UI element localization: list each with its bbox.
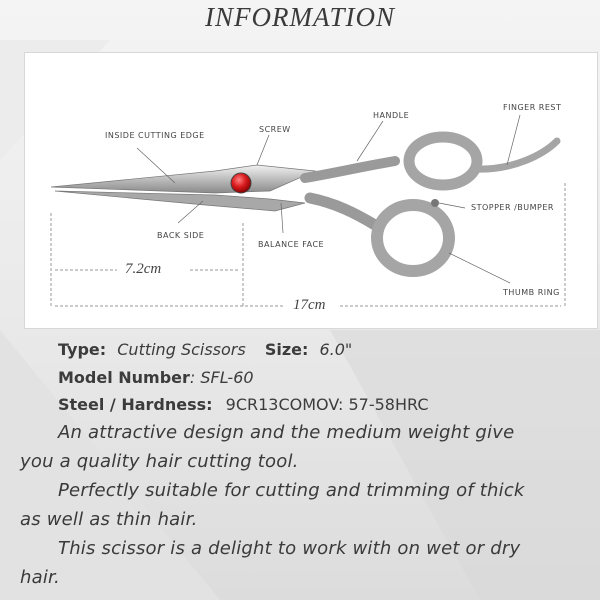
lower-handle-shank xyxy=(310,198,375,225)
scissors-diagram xyxy=(24,52,598,329)
scissors-illustration xyxy=(25,53,597,328)
upper-blade xyxy=(51,165,315,193)
total-length-label: 17cm xyxy=(293,297,326,313)
model-label: Model Number xyxy=(58,368,190,387)
thumb-ring xyxy=(377,205,449,271)
description-line: hair. xyxy=(20,567,60,588)
callout-thumb-ring: THUMB RING xyxy=(503,288,560,297)
type-label: Type: xyxy=(58,340,107,359)
upper-handle-shank xyxy=(305,161,395,178)
description-line: you a quality hair cutting tool. xyxy=(20,451,299,472)
size-label: Size: xyxy=(264,340,309,359)
finger-ring xyxy=(409,137,477,185)
steel-label: Steel / Hardness: xyxy=(58,395,213,414)
stopper-bumper xyxy=(431,199,439,207)
callout-balance-face: BALANCE FACE xyxy=(258,240,325,249)
size-value: 6.0" xyxy=(319,340,353,359)
spec-steel xyxy=(58,395,429,414)
blade-length-label: 7.2cm xyxy=(125,261,162,277)
spec-model xyxy=(58,368,254,387)
callout-stopper-bumper: STOPPER /BUMPER xyxy=(471,203,554,212)
callout-back-side: BACK SIDE xyxy=(157,231,205,240)
lower-blade xyxy=(55,191,305,211)
description-line: as well as thin hair. xyxy=(20,509,198,530)
steel-value: 9CR13COMOV: 57-58HRC xyxy=(225,395,429,414)
model-value: : SFL-60 xyxy=(189,368,254,387)
page-title: INFORMATION xyxy=(205,2,395,32)
callout-handle: HANDLE xyxy=(373,111,410,120)
type-value: Cutting Scissors xyxy=(117,340,246,359)
spec-type-size xyxy=(58,340,352,359)
description-line: This scissor is a delight to work with on wet or dry xyxy=(58,538,521,559)
description-line: An attractive design and the medium weight give xyxy=(58,422,515,443)
callout-finger-rest: FINGER REST xyxy=(503,103,562,112)
callout-inside-cutting-edge: INSIDE CUTTING EDGE xyxy=(105,131,205,140)
finger-rest-tang xyxy=(473,141,557,169)
screw-icon xyxy=(231,173,251,193)
description-line: Perfectly suitable for cutting and trimming of thick xyxy=(58,480,525,501)
callout-screw: SCREW xyxy=(259,125,291,134)
